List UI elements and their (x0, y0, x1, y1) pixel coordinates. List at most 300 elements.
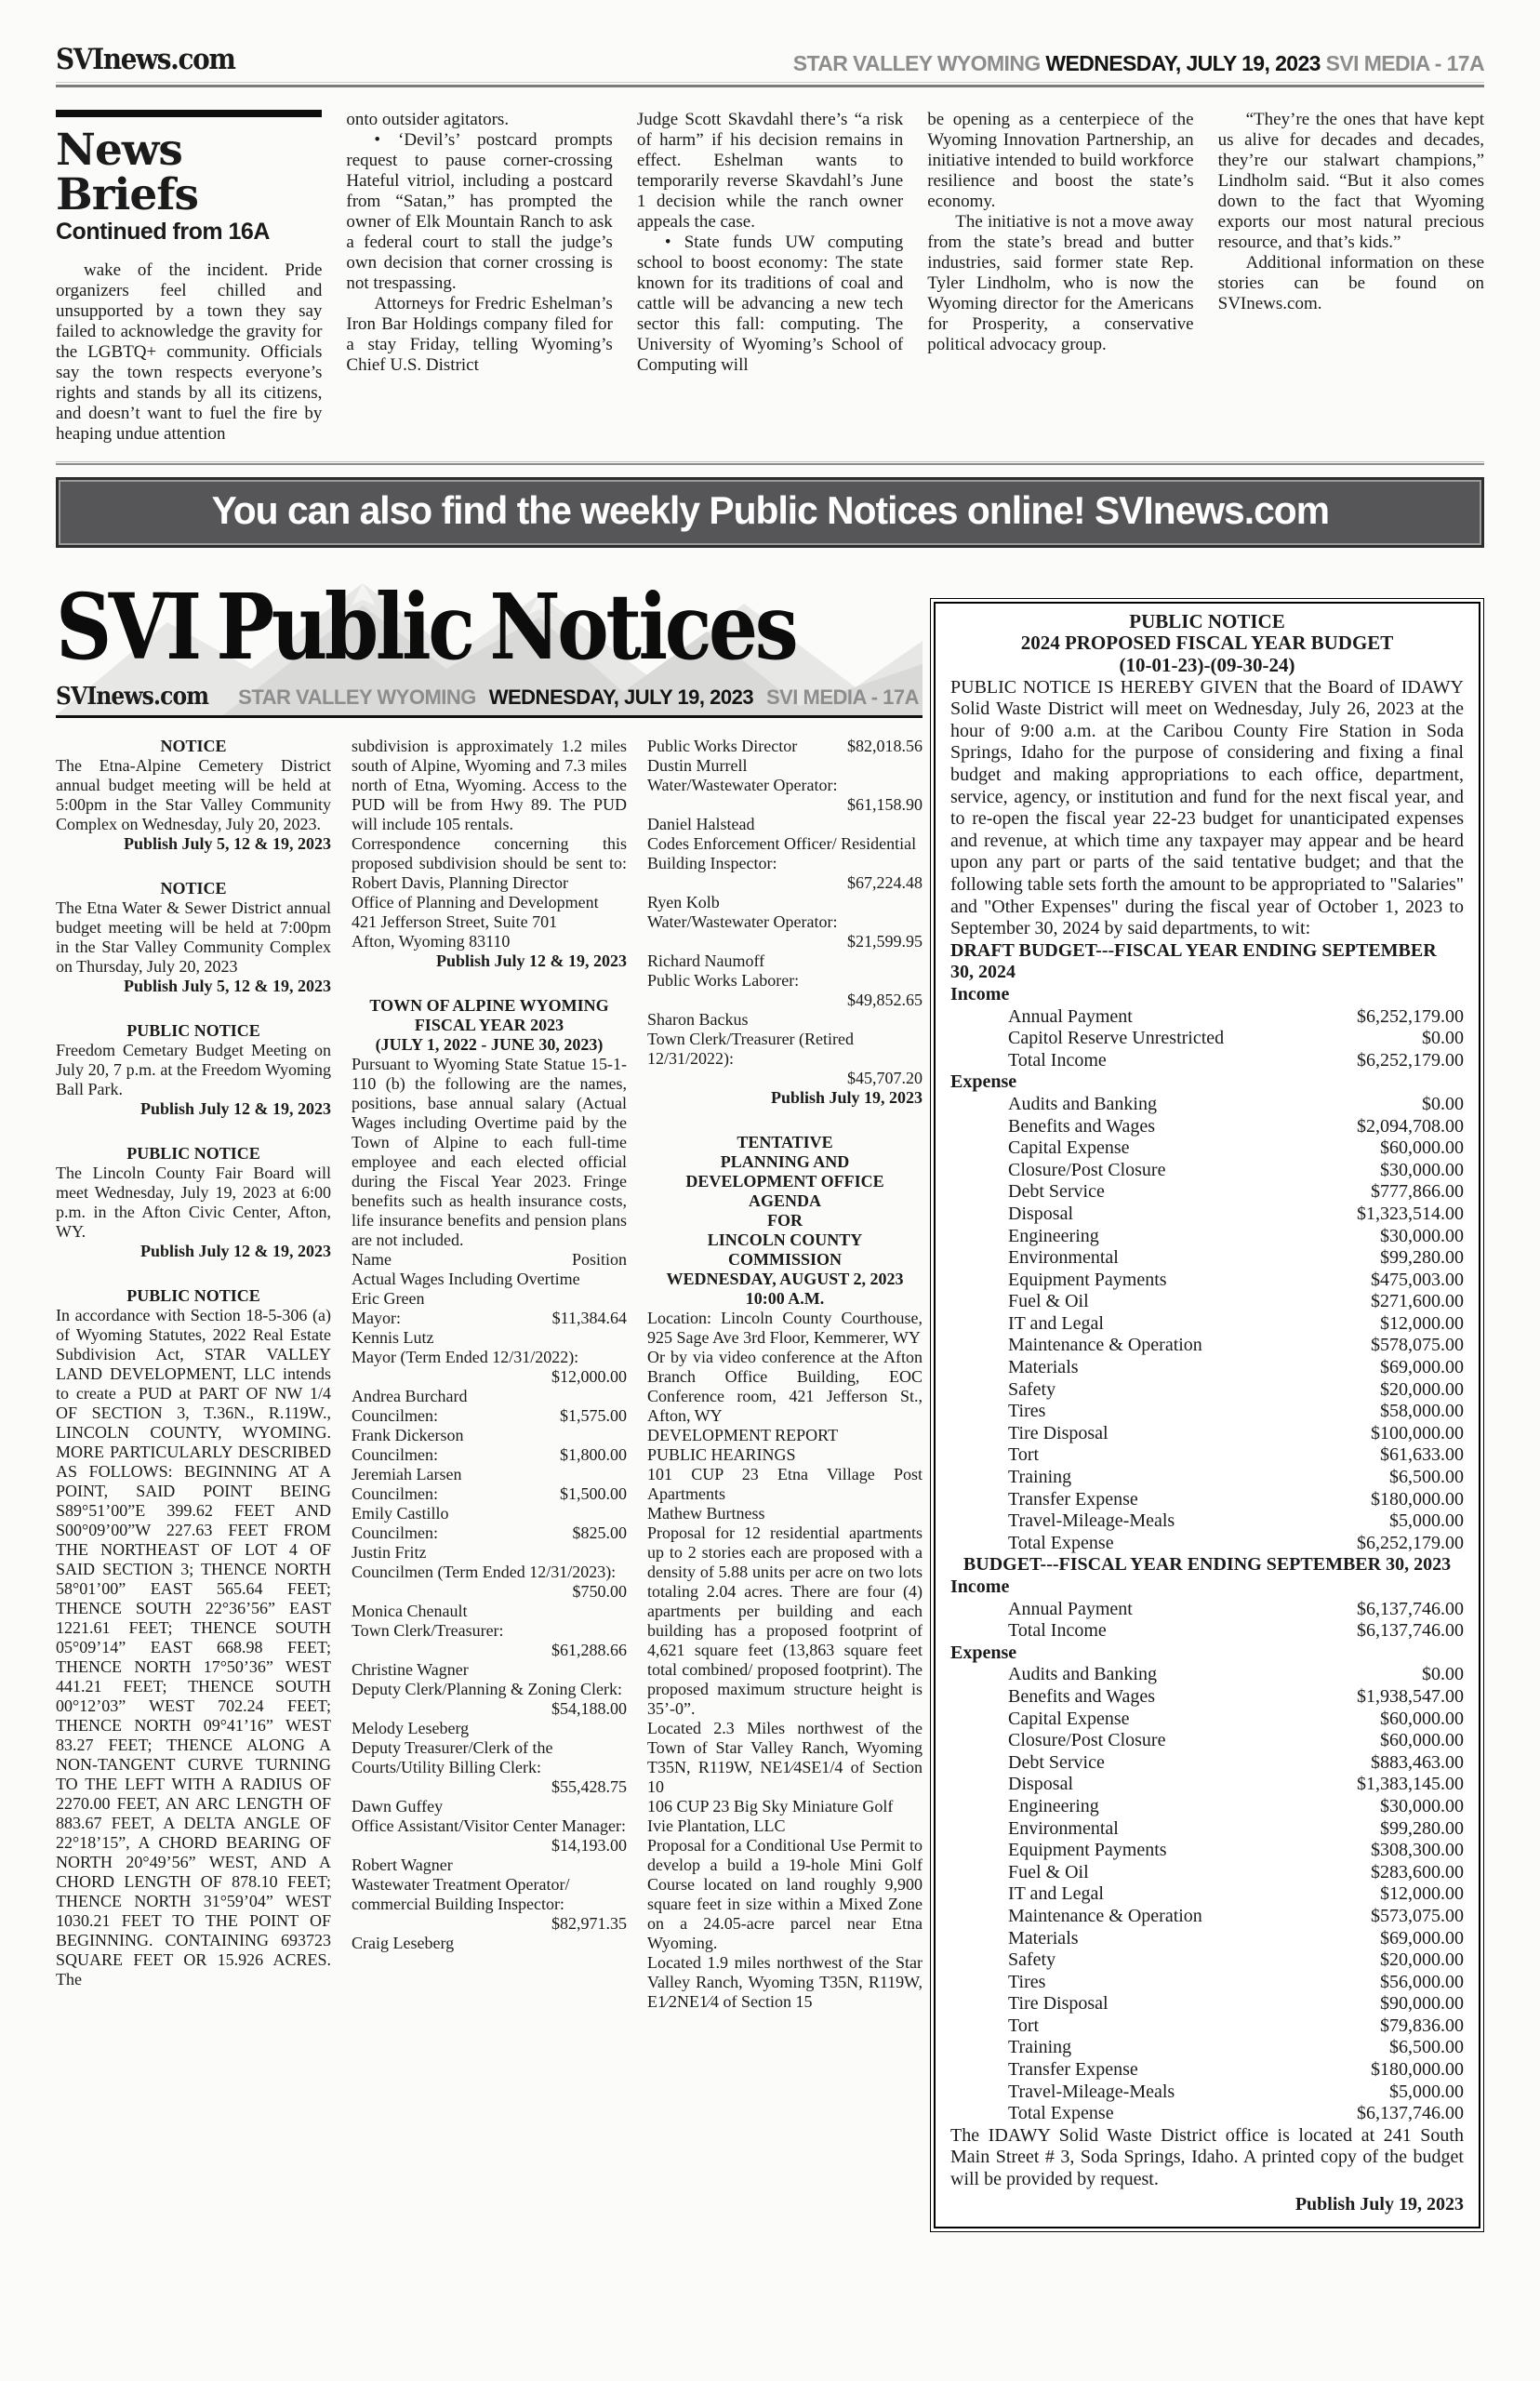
budget-row (950, 1116, 1464, 1138)
budget-group-label: Expense (950, 1642, 1017, 1663)
idawy-budget-notice-content (934, 602, 1480, 2228)
notice-line (352, 1680, 627, 1719)
budget-row-value: $30,000.00 (1380, 1159, 1464, 1180)
notice-block (56, 1286, 331, 1989)
notice-line (352, 1660, 627, 1680)
notice-line-value: $45,707.20 (847, 1068, 923, 1087)
publish-line: Publish July 19, 2023 (770, 1087, 923, 1107)
notice-line (647, 1030, 923, 1088)
notice-line-value: $54,188.00 (551, 1698, 627, 1718)
notice-line-label: Melody Leseberg (352, 1718, 470, 1737)
budget-row-value: $0.00 (1422, 1664, 1464, 1685)
budget-row (950, 1160, 1464, 1182)
budget-row-value: $69,000.00 (1380, 1927, 1464, 1949)
notice-line (352, 1387, 627, 1406)
notice-line-value: $21,599.95 (847, 931, 923, 951)
box-heading-line: (10-01-23)-(09-30-24) (1119, 654, 1295, 677)
header-location: STAR VALLEY WYOMING (792, 51, 1041, 75)
notice-line-label: Andrea Burchard (352, 1386, 468, 1405)
budget-row-value: $283,600.00 (1371, 1861, 1464, 1882)
notice-line (352, 1348, 627, 1367)
budget-row (950, 1028, 1464, 1050)
notice-line-label: Councilmen: (352, 1523, 438, 1542)
notice-heading: TOWN OF ALPINE WYOMING (369, 995, 609, 1015)
notice-line (647, 991, 923, 1010)
notice-block (56, 737, 331, 854)
notice-line-value: $1,575.00 (560, 1405, 627, 1425)
budget-row (950, 1664, 1464, 1686)
notice-line (352, 1426, 627, 1445)
notice-paragraph: Freedom Cemetary Budget Meeting on July 20, 7 p.m. at the Freedom Wyoming Ball Park. (56, 1040, 331, 1098)
notice-line-value: Position (571, 1249, 627, 1269)
budget-row (950, 2103, 1464, 2125)
budget-row (950, 1862, 1464, 1884)
notice-line (352, 1270, 627, 1289)
notice-block (352, 737, 627, 971)
notice-line-label: Mayor (Term Ended 12/31/2022): (352, 1347, 579, 1366)
budget-row-label: Tort (1008, 1444, 1040, 1466)
notice-paragraph: Or by via video conference at the Afton Branch Office Building, EOC Conference room, 421 Jefferson St., Afton, WY (647, 1347, 923, 1425)
notice-heading: TENTATIVE (737, 1132, 833, 1151)
budget-row (950, 1993, 1464, 2015)
notice-line-label: Robert Wagner (352, 1855, 453, 1874)
notice-line (352, 1602, 627, 1621)
budget-row (950, 1774, 1464, 1796)
budget-row (950, 1796, 1464, 1818)
budget-row-label: Travel-Mileage-Meals (1008, 2081, 1175, 2102)
notice-line-label: Daniel Halstead (647, 814, 755, 833)
notice-line-label: Eric Green (352, 1288, 425, 1308)
budget-row (950, 1752, 1464, 1775)
budget-row-label: Tires (1008, 1401, 1046, 1422)
budget-row (950, 1401, 1464, 1423)
budget-row-value: $60,000.00 (1380, 1708, 1464, 1729)
budget-row (950, 1730, 1464, 1752)
notice-line (647, 971, 923, 991)
budget-row (950, 1357, 1464, 1379)
budget-row-label: Benefits and Wages (1008, 1115, 1155, 1137)
notice-line-value: $11,384.64 (551, 1308, 627, 1327)
notice-line (352, 1465, 627, 1484)
notice-line (647, 834, 923, 873)
notice-heading: PUBLIC NOTICE (126, 1020, 260, 1040)
budget-row-label: Tire Disposal (1008, 1422, 1109, 1443)
notice-paragraph: Mathew Burtness (647, 1503, 765, 1523)
budget-row-value: $777,866.00 (1371, 1181, 1464, 1203)
notice-paragraph: The Lincoln County Fair Board will meet Wednesday, July 19, 2023 at 6:00 p.m. in the Afton Civic Center, Afton, WY. (56, 1163, 331, 1241)
notice-block (56, 879, 331, 996)
notice-block (647, 1133, 923, 2012)
budget-row (950, 1204, 1464, 1226)
budget-row (950, 2059, 1464, 2082)
notice-line-label: Councilmen: (352, 1483, 438, 1503)
budget-row (950, 1533, 1464, 1555)
budget-group-label: Income (950, 983, 1010, 1004)
budget-row-value: $6,252,179.00 (1357, 1005, 1464, 1027)
notice-column (352, 737, 627, 2037)
budget-row (950, 1379, 1464, 1402)
notice-line-label: Councilmen (Term Ended 12/31/2023): (352, 1562, 617, 1581)
news-brief-paragraph: The initiative is not a move away from the state’s bread and butter industries, said former state Rep. Tyler Lindholm, who is now the Wyoming director for the Americans for Prosperity, a conservative political advocacy group. (927, 212, 1194, 354)
budget-row-label: Travel-Mileage-Meals (1008, 1510, 1175, 1532)
notice-paragraph: The Etna Water & Sewer District annual budget meeting will be held at 7:00pm in the Star Valley Community Complex on Thursday, July 20, 2023 (56, 898, 331, 976)
notice-line (352, 1914, 627, 1934)
budget-row (950, 1972, 1464, 1994)
notice-line-label: Town Clerk/Treasurer (Retired 12/31/2022): (647, 1029, 855, 1068)
budget-row-value: $180,000.00 (1371, 1488, 1464, 1510)
notice-paragraph: DEVELOPMENT REPORT (647, 1425, 839, 1444)
masthead-subrow (56, 683, 919, 711)
budget-row-value: $6,252,179.00 (1357, 1049, 1464, 1071)
budget-row (950, 1883, 1464, 1906)
section-divider-rule (56, 461, 1484, 465)
notice-line-value: $1,500.00 (560, 1483, 627, 1503)
notice-line (352, 1875, 627, 1914)
budget-row-value: $5,000.00 (1389, 2081, 1464, 2102)
notice-paragraph: Office of Planning and Development (352, 892, 599, 911)
notice-block (647, 737, 923, 1108)
budget-row (950, 1467, 1464, 1489)
budget-row-label: Total Income (1008, 1620, 1107, 1642)
notice-paragraph: Proposal for a Conditional Use Permit to develop a build a 19-hole Mini Golf Course located on land roughly 9,900 square feet in size within a Mixed Zone on a 24.05-acre parcel near Etna Wyoming. (647, 1835, 923, 1952)
notice-line-value: $82,971.35 (551, 1913, 627, 1933)
notice-line-value: $61,288.66 (551, 1640, 627, 1659)
budget-row-label: Tire Disposal (1008, 1993, 1109, 2015)
masthead-title: SVI Public Notices (56, 573, 796, 680)
notice-line-value: $67,224.48 (847, 872, 923, 892)
site-logo: SVInews.com (56, 43, 235, 76)
budget-row-label: Engineering (1008, 1795, 1099, 1816)
notice-line-label: Deputy Clerk/Planning & Zoning Clerk: (352, 1679, 622, 1698)
notice-line-label: Water/Wastewater Operator: (647, 775, 838, 794)
notice-line (647, 873, 923, 893)
notice-line-label: Justin Fritz (352, 1542, 427, 1562)
idawy-budget-notice-box (930, 598, 1484, 2232)
budget-row (950, 1247, 1464, 1270)
budget-row-value: $12,000.00 (1380, 1883, 1464, 1905)
budget-row-value: $0.00 (1422, 1028, 1464, 1049)
budget-row-label: Training (1008, 2037, 1072, 2058)
budget-row-value: $6,252,179.00 (1357, 1532, 1464, 1553)
notice-line-label: Frank Dickerson (352, 1425, 464, 1444)
news-briefs-continued: Continued from 16A (56, 218, 270, 245)
notice-line-label: Craig Leseberg (352, 1933, 455, 1952)
budget-row-value: $1,323,514.00 (1357, 1203, 1464, 1224)
budget-row-label: Total Expense (1008, 1532, 1114, 1553)
budget-row (950, 1181, 1464, 1204)
notice-heading: DEVELOPMENT OFFICE (685, 1171, 884, 1190)
notice-paragraph: 101 CUP 23 Etna Village Post Apartments (647, 1464, 923, 1503)
budget-subheading: BUDGET---FISCAL YEAR ENDING SEPTEMBER 30, 2023 (962, 1554, 1452, 1576)
budget-row-label: Benefits and Wages (1008, 1685, 1155, 1707)
notice-line-label: Christine Wagner (352, 1659, 469, 1679)
notice-line-value: $825.00 (572, 1523, 627, 1542)
notice-heading: WEDNESDAY, AUGUST 2, 2023 (666, 1269, 904, 1288)
budget-row-value: $573,075.00 (1371, 1905, 1464, 1926)
budget-row-value: $61,633.00 (1380, 1444, 1464, 1466)
notice-column (647, 737, 923, 2037)
notice-line (647, 815, 923, 834)
notice-heading: NOTICE (160, 736, 227, 755)
notice-line-value: $61,158.90 (847, 794, 923, 814)
budget-row-value: $883,463.00 (1371, 1751, 1464, 1773)
budget-row (950, 2082, 1464, 2104)
notice-line-value: $82,018.56 (847, 736, 923, 755)
notice-paragraph: PUBLIC HEARINGS (647, 1444, 796, 1464)
notice-paragraph: Afton, Wyoming 83110 (352, 931, 511, 951)
notice-heading: PUBLIC NOTICE (126, 1285, 260, 1305)
budget-row (950, 1050, 1464, 1072)
public-notices-banner (56, 477, 1484, 548)
notice-line (352, 1563, 627, 1602)
notice-paragraph: The Etna-Alpine Cemetery District annual budget meeting will be held at 5:00pm in the Star Valley Community Complex on Wednesday, July 20, 2023. (56, 755, 331, 833)
header-date: WEDNESDAY, JULY 19, 2023 (1045, 51, 1321, 75)
budget-row-label: Fuel & Oil (1008, 1291, 1089, 1312)
news-brief-paragraph: wake of the incident. Pride organizers feel chilled and unsupported by a town they say failed to acknowledge the gravity for the LGBTQ+ community. Officials say the town respects everyone’s rights and stands by all its citizens, and doesn’t want to fuel the fire by heaping undue attention (56, 259, 323, 444)
budget-row (950, 1686, 1464, 1709)
notice-line (352, 1289, 627, 1309)
budget-row-value: $578,075.00 (1371, 1335, 1464, 1356)
notice-line-label: Dustin Murrell (647, 755, 748, 775)
notice-line (647, 776, 923, 795)
notice-heading: 10:00 A.M. (745, 1288, 825, 1308)
budget-row-label: Environmental (1008, 1247, 1119, 1269)
notice-line-label: Water/Wastewater Operator: (647, 911, 838, 931)
budget-row-label: IT and Legal (1008, 1883, 1104, 1905)
notice-line (352, 1445, 627, 1465)
budget-row-value: $271,600.00 (1371, 1291, 1464, 1312)
budget-row-label: Materials (1008, 1927, 1079, 1949)
notice-line-label: Ryen Kolb (647, 892, 720, 911)
notice-paragraph: In accordance with Section 18-5-306 (a) of Wyoming Statutes, 2022 Real Estate Subdivision Act, STAR VALLEY LAND DEVELOPMENT, LLC intends to create a PUD at PART OF NW 1/4 OF SECTION 3, T.36N., R.119W., LINCOLN COUNTY, WYOMING. MORE PARTICULARLY DESCRIBED AS FOLLOWS: BEGINNING AT A POINT, SAID POINT BEING S89°51’00”E 399.62 FEET AND S00°09’00”W 227.63 FEET FROM THE NORTHEAST OF LOT 4 OF SAID SECTION 3; THENCE NORTH 58°01’00” EAST 565.64 FEET; THENCE SOUTH 22°36’56” EAST 1221.61 FEET; THENCE SOUTH 05°09’14” EAST 668.98 FEET; THENCE NORTH 17°50’36” WEST 441.21 FEET; THENCE SOUTH 00°12’03” WEST 702.24 FEET; THENCE NORTH 09°41’16” WEST 83.27 FEET; THENCE ALONG A NON-TANGENT CURVE TURNING TO THE LEFT WITH A RADIUS OF 2270.00 FEET, AN ARC LENGTH OF 883.67 FEET, A DELTA ANGLE OF 22°18’15”, A CHORD BEARING OF NORTH 20°49’56” WEST, AND A CHORD LENGTH OF 878.10 FEET; THENCE NORTH 31°59’04” WEST 1030.21 FEET TO THE POINT OF BEGINNING. CONTAINING 693723 SQUARE FEET OR 15.926 ACRES. The (56, 1305, 331, 1989)
publish-line: Publish July 12 & 19, 2023 (139, 1241, 331, 1260)
page-header (56, 43, 1484, 82)
notice-line (352, 1777, 627, 1797)
notice-heading: AGENDA (748, 1190, 821, 1210)
notice-heading: PLANNING AND (720, 1151, 850, 1171)
budget-row-value: $1,383,145.00 (1357, 1774, 1464, 1795)
budget-row-label: Tort (1008, 2015, 1040, 2036)
budget-row-label: Training (1008, 1467, 1072, 1488)
budget-row (950, 2015, 1464, 2038)
budget-row-value: $30,000.00 (1380, 1225, 1464, 1246)
budget-row-value: $2,094,708.00 (1357, 1115, 1464, 1137)
notice-line (352, 1484, 627, 1504)
budget-row-label: Maintenance & Operation (1008, 1905, 1202, 1926)
public-notices-masthead (56, 557, 923, 718)
budget-row-label: Annual Payment (1008, 1598, 1133, 1619)
public-notices-section (56, 557, 1484, 2287)
notice-line (352, 1934, 627, 1953)
budget-subheading: DRAFT BUDGET---FISCAL YEAR ENDING SEPTEMBER 30, 2024 (950, 939, 1437, 983)
notice-column (56, 737, 331, 2037)
notice-paragraph: Proposal for 12 residential apartments up to 2 stories each are proposed with a density of 5.88 units per acre on two lots totaling 2.04 acres. There are four (4) apartments per building and each building has a proposed footprint of 4,621 square feet (13,863 square feet total combined/ proposed footprint). The proposed maximum structure height is 35’-0”. (647, 1523, 923, 1718)
box-heading-line: PUBLIC NOTICE (1129, 609, 1285, 632)
notice-paragraph: Ivie Plantation, LLC (647, 1816, 786, 1835)
notice-line-label: Name (352, 1249, 392, 1269)
notice-line-value: $1,800.00 (560, 1444, 627, 1464)
notice-line (352, 1641, 627, 1660)
budget-row (950, 1818, 1464, 1841)
notice-line (352, 1309, 627, 1328)
notice-line-label: Deputy Treasurer/Clerk of the Courts/Utility Billing Clerk: (352, 1737, 553, 1776)
news-brief-paragraph: • ‘Devil’s’ postcard prompts request to pause corner-crossing Hateful vitriol, including a postcard from “Satan,” has prompted the owner of Elk Mountain Ranch to ask a federal court to stall the judge’s own decision that corner crossing is not trespassing. (346, 130, 613, 293)
budget-row-value: $60,000.00 (1380, 1137, 1464, 1159)
banner-text: You can also find the weekly Public Notices online! SVInews.com (211, 487, 1329, 532)
budget-row-label: Equipment Payments (1008, 1840, 1167, 1861)
notice-line-label: Monica Chenault (352, 1601, 468, 1620)
notice-paragraph: Located 2.3 Miles northwest of the Town of Star Valley Ranch, Wyoming T35N, R119W, NE1⁄4SE1/4 of Section 10 (647, 1718, 923, 1796)
budget-row-value: $79,836.00 (1380, 2015, 1464, 2036)
budget-row-label: Audits and Banking (1008, 1664, 1157, 1685)
notice-line-label: Dawn Guffey (352, 1796, 444, 1816)
news-brief-paragraph: • State funds UW computing school to boost economy: The state known for its traditions of coal and cattle will be advancing a new tech sector this fall: computing. The University of Wyoming’s School of Computing will (636, 233, 904, 375)
budget-row-label: Materials (1008, 1357, 1079, 1378)
notice-line-value: $14,193.00 (551, 1835, 627, 1855)
news-brief-paragraph: onto outsider agitators. (346, 110, 510, 129)
notice-line-value: $750.00 (572, 1581, 627, 1601)
budget-row-value: $12,000.00 (1380, 1312, 1464, 1334)
news-briefs-column (637, 110, 903, 445)
budget-row (950, 1444, 1464, 1467)
notice-line (647, 932, 923, 951)
notice-paragraph: Correspondence concerning this proposed subdivision should be sent to: Robert Davis, Planning Director (352, 833, 627, 892)
masthead-location: STAR VALLEY WYOMING (238, 685, 476, 709)
notice-line (647, 912, 923, 932)
budget-row-label: Disposal (1008, 1203, 1073, 1224)
notice-line (647, 893, 923, 912)
notice-line (647, 1010, 923, 1030)
budget-group-label: Expense (950, 1071, 1017, 1093)
notice-line (352, 1367, 627, 1387)
news-brief-paragraph: Judge Scott Skavdahl there’s “a risk of harm” if his decision remains in effect. Eshelman wants to temporarily reverse Skavdahl’s June 1 decision while the ranch owner appeals the case. (636, 110, 904, 232)
budget-row-value: $69,000.00 (1380, 1357, 1464, 1378)
budget-row (950, 1313, 1464, 1336)
budget-row (950, 1226, 1464, 1248)
notice-line-label: Kennis Lutz (352, 1327, 434, 1347)
notice-block (352, 996, 627, 1953)
notice-line (352, 1816, 627, 1856)
notice-paragraph: subdivision is approximately 1.2 miles south of Alpine, Wyoming and 7.3 miles north of Etna, Wyoming. Access to the PUD will be from Hwy 89. The PUD will include 105 rentals. (352, 736, 627, 833)
budget-row-value: $6,500.00 (1389, 1467, 1464, 1488)
notice-line-label: Public Works Laborer: (647, 970, 800, 990)
news-briefs-column (1218, 110, 1484, 445)
budget-row-label: Capital Expense (1008, 1137, 1130, 1159)
notice-line-label: Sharon Backus (647, 1009, 749, 1029)
notice-line-value: $12,000.00 (551, 1366, 627, 1386)
notice-line-value: $49,852.65 (847, 990, 923, 1009)
budget-row-value: $5,000.00 (1389, 1510, 1464, 1532)
notice-line-label: Public Works Director (647, 736, 798, 755)
budget-row (950, 2037, 1464, 2059)
budget-row-value: $100,000.00 (1371, 1422, 1464, 1443)
notice-line-label: Councilmen: (352, 1444, 438, 1464)
budget-row (950, 1906, 1464, 1928)
budget-row (950, 1094, 1464, 1116)
budget-row-label: IT and Legal (1008, 1312, 1104, 1334)
notice-heading: FISCAL YEAR 2023 (414, 1015, 564, 1034)
news-briefs-top-bar (56, 110, 322, 117)
publish-line: Publish July 5, 12 & 19, 2023 (123, 976, 331, 995)
budget-row-label: Debt Service (1008, 1751, 1105, 1773)
budget-row-value: $90,000.00 (1380, 1993, 1464, 2015)
budget-row (950, 1949, 1464, 1972)
publish-line: Publish July 12 & 19, 2023 (435, 951, 627, 970)
notice-line (352, 1797, 627, 1816)
news-brief-paragraph: Attorneys for Fredric Eshelman’s Iron Bar Holdings company filed for a stay Friday, telling Wyoming’s Chief U.S. District (346, 294, 613, 375)
budget-row (950, 1709, 1464, 1731)
header-edition: SVI MEDIA - 17A (1325, 51, 1484, 75)
publish-line: Publish July 19, 2023 (1294, 2193, 1464, 2215)
budget-row-value: $20,000.00 (1380, 1949, 1464, 1971)
budget-row-label: Debt Service (1008, 1181, 1105, 1203)
masthead-site: SVInews.com (56, 682, 209, 711)
budget-row-value: $56,000.00 (1380, 1971, 1464, 1992)
budget-row (950, 1620, 1464, 1643)
notice-paragraph: Pursuant to Wyoming State Statue 15-1-110 (b) the following are the names, positions, base annual salary (Actual Wages including Overtime paid by the Town of Alpine to each full-time employee and each elected official during the Fiscal Year 2023. Fringe benefits such as health insurance costs, life insurance benefits and pension plans are not included. (352, 1054, 627, 1249)
budget-row-label: Transfer Expense (1008, 1488, 1138, 1510)
budget-row-label: Safety (1008, 1378, 1056, 1400)
news-brief-paragraph: Additional information on these stories can be found on SVInews.com. (1217, 253, 1485, 313)
budget-row-label: Disposal (1008, 1774, 1073, 1795)
budget-row-label: Audits and Banking (1008, 1093, 1157, 1114)
header-rule (56, 82, 1484, 87)
budget-row-value: $60,000.00 (1380, 1730, 1464, 1751)
budget-row-label: Annual Payment (1008, 1005, 1133, 1027)
news-brief-paragraph: be opening as a centerpiece of the Wyoming Innovation Partnership, an initiative intended to build workforce resilience and boost the state’s economy. (927, 110, 1194, 211)
masthead-date: WEDNESDAY, JULY 19, 2023 (488, 685, 754, 709)
publish-line: Publish July 12 & 19, 2023 (139, 1098, 331, 1118)
notice-line (647, 737, 923, 756)
notice-line (647, 951, 923, 971)
budget-row-value: $99,280.00 (1380, 1817, 1464, 1839)
budget-row (950, 1840, 1464, 1862)
notice-line-label: Wastewater Treatment Operator/ commercial Building Inspector: (352, 1874, 570, 1913)
budget-row (950, 1423, 1464, 1445)
budget-row (950, 1291, 1464, 1313)
budget-row-label: Maintenance & Operation (1008, 1335, 1202, 1356)
budget-row-label: Engineering (1008, 1225, 1099, 1246)
budget-row-label: Closure/Post Closure (1008, 1159, 1166, 1180)
budget-row-label: Transfer Expense (1008, 2059, 1138, 2081)
budget-row (950, 1928, 1464, 1950)
notice-line (352, 1738, 627, 1777)
budget-row-value: $6,137,746.00 (1357, 2103, 1464, 2124)
budget-row-value: $30,000.00 (1380, 1795, 1464, 1816)
budget-group-label: Income (950, 1576, 1010, 1597)
box-paragraph: The IDAWY Solid Waste District office is located at 241 South Main Street # 3, Soda Springs, Idaho. A printed copy of the budget will be provided by request. (950, 2124, 1464, 2190)
notice-paragraph: Location: Lincoln County Courthouse, 925 Sage Ave 3rd Floor, Kemmerer, WY (647, 1308, 923, 1347)
publish-line: Publish July 5, 12 & 19, 2023 (123, 833, 331, 853)
page-header-right (793, 51, 1484, 76)
box-heading-line: 2024 PROPOSED FISCAL YEAR BUDGET (1020, 632, 1394, 655)
budget-row-value: $6,500.00 (1389, 2037, 1464, 2058)
budget-row-label: Equipment Payments (1008, 1269, 1167, 1290)
budget-row-value: $99,280.00 (1380, 1247, 1464, 1269)
budget-row (950, 1510, 1464, 1533)
budget-row (950, 1137, 1464, 1160)
budget-row (950, 1599, 1464, 1621)
notice-line-label: Jeremiah Larsen (352, 1464, 462, 1483)
notice-heading: (JULY 1, 2022 - JUNE 30, 2023) (375, 1034, 604, 1054)
notice-block (56, 1021, 331, 1119)
budget-row-value: $58,000.00 (1380, 1401, 1464, 1422)
budget-row-label: Environmental (1008, 1817, 1119, 1839)
budget-row-value: $1,938,547.00 (1357, 1685, 1464, 1707)
budget-row-label: Fuel & Oil (1008, 1861, 1089, 1882)
budget-row-label: Closure/Post Closure (1008, 1730, 1166, 1751)
budget-row-label: Safety (1008, 1949, 1056, 1971)
